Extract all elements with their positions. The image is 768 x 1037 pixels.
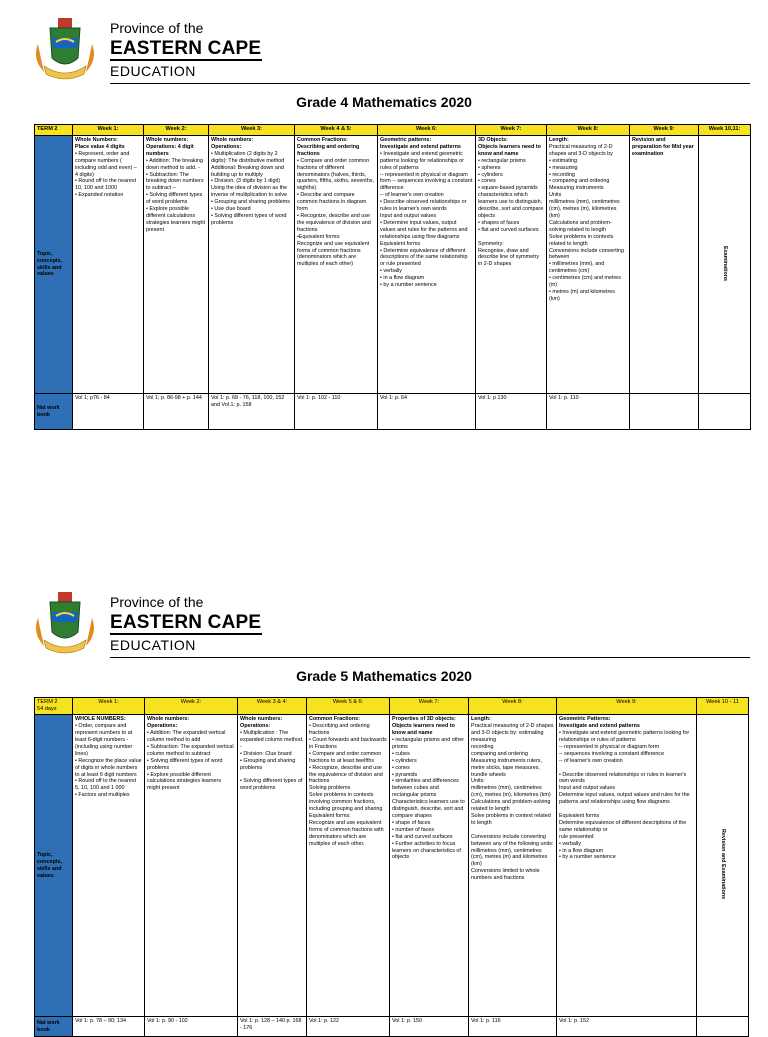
- cell-line: Solve problems in contexts related to length: [549, 233, 614, 247]
- cell-line: Investigate and extend patterns: [380, 143, 461, 150]
- cell-line: • Describe observed relationships or rules in learner's own words: [559, 771, 687, 785]
- cell-line: Geometric patterns:: [380, 137, 432, 143]
- header-cell: Week 1:: [73, 125, 144, 136]
- cell-line: • Solving different types of word problems: [240, 778, 303, 792]
- header-cell: Week 8:: [469, 698, 557, 715]
- cell: [476, 136, 547, 394]
- cell-line: • millimetres (mm), and centimetres (cm): [549, 261, 605, 275]
- cell-line: • Division: Clue board: [240, 750, 292, 757]
- cell-line: Conversions include converting between: [549, 247, 624, 261]
- cell-line: • number of faces: [392, 826, 435, 833]
- coat-of-arms-icon: [30, 14, 100, 84]
- cell-line: • cones: [478, 178, 496, 185]
- cell: [307, 715, 390, 1017]
- term-days: 54 days: [37, 706, 57, 713]
- book-cell: [699, 394, 751, 430]
- cell-line: Input and output values: [559, 785, 616, 792]
- cell-line: • cylinders: [392, 757, 417, 764]
- cell-line: • Solving different types of word problems: [147, 757, 223, 771]
- cell-line: Measuring instruments: [549, 185, 604, 192]
- cell-line: Whole numbers:: [211, 137, 254, 143]
- cell: [547, 136, 630, 394]
- cell-line: • cones: [392, 764, 410, 771]
- cell-line: [240, 772, 304, 779]
- cell: [144, 136, 209, 394]
- cell-line: • Round off to the nearest 10, 100 and 1000: [75, 178, 137, 192]
- header-cell: Week 5 & 6:: [307, 698, 390, 715]
- book-cell: Vol 1: p 130: [476, 394, 547, 430]
- cell-line: Objects learners need to know and name: [478, 143, 541, 157]
- cell-line: • verbally: [559, 840, 581, 847]
- header-cell: Week 2:: [144, 125, 209, 136]
- cell-line: Recognise, draw and describe line of symmetry in 2-D shapes: [478, 247, 540, 268]
- header-cell: Week 1:: [73, 698, 145, 715]
- book-cell: Vol 1: p. 128 – 140 p. 168 - 176: [238, 1017, 307, 1037]
- cell-line: • Subtraction: The expanded vertical column method to subtract: [147, 743, 234, 757]
- cell-line: • Grouping and sharing problems: [211, 199, 290, 206]
- cell-line: • metres (m) and kilometres (km): [549, 288, 615, 302]
- page-grade4: [0, 0, 768, 500]
- cell-line: • by a number sentence: [380, 282, 437, 289]
- cell-line: Determine equivalence of different descriptions of the same relationship or: [559, 819, 687, 833]
- province-name: EASTERN CAPE: [110, 612, 262, 633]
- cell-line: Whole numbers:: [147, 716, 190, 723]
- cell-line: Operations: 4 digit numbers: [146, 143, 194, 157]
- cell-line: Practical measuring of 2-D shapes and 3-D objects by: estimating: [471, 723, 554, 737]
- cell-line: • Expanded notation: [75, 192, 124, 199]
- cell-line: Units: [549, 192, 562, 199]
- header-cell: Week 10,11:: [699, 125, 751, 136]
- cell-line: • flat and curved surfaces: [478, 226, 539, 233]
- cell: [73, 136, 144, 394]
- header-cell: Week 3 & 4:: [238, 698, 307, 715]
- cell-line: millimetres (mm), centimetres (cm), metres (m), kilometres (km): [471, 785, 551, 799]
- cell-line: • Determine input values, output values and rules for the patterns and relationships using flow diagrams: [380, 219, 468, 240]
- cell: [557, 715, 697, 1017]
- term-label: TERM 2: [37, 699, 58, 705]
- cell: [390, 715, 469, 1017]
- grade4-table: [34, 124, 751, 430]
- header-cell: Week 4 & 5:: [295, 125, 378, 136]
- cell-line: • Explore possible different calculations strategies learners might present: [146, 206, 206, 233]
- header-cell: Week 2:: [145, 698, 238, 715]
- cell-line: Determine input values, output values and rules for the patterns and relationships using flow diagrams: [559, 792, 690, 806]
- cell-line: -- represented in physical or diagram form: [559, 743, 660, 750]
- cell-line: • Multiplication (2 digits by 2 digits): The distributive method Additional: Breaking down and building up to multiply: [211, 150, 285, 178]
- cell: [378, 136, 476, 394]
- row-label: Nat work book: [35, 394, 73, 430]
- cell-line: • shapes of faces: [478, 219, 520, 226]
- cell-line: • rectangular prisms: [478, 157, 526, 164]
- cell-line: • cylinders: [478, 171, 503, 178]
- header-cell: TERM 2: [35, 125, 73, 136]
- book-cell: Vol 1: p. 64: [378, 394, 476, 430]
- cell: [145, 715, 238, 1017]
- cell-line: • Grouping and sharing problems: [240, 757, 296, 771]
- cell-line: • square-based pyramids: [478, 185, 538, 192]
- cell-line: • Represent, order and compare numbers ( including odd and even) – 4 digits): [75, 150, 137, 178]
- cell-line: Whole numbers:: [240, 716, 283, 723]
- cell-line: • Describe observed relationships or rules in learner's own words: [380, 199, 467, 213]
- header-row: [35, 698, 749, 715]
- cell: [295, 136, 378, 394]
- cell-line: Measuring instruments rulers, metre sticks, tape measures, trundle wheels: [471, 757, 543, 778]
- cell-line: Operations:: [147, 723, 178, 730]
- book-cell: Vol 1; p76 - 84: [73, 394, 144, 430]
- book-cell: Vol 1: p. 90 - 102: [145, 1017, 238, 1037]
- cell-line: • rectangular prisms and other prisms: [392, 737, 464, 750]
- cell-line: • spheres: [478, 164, 501, 171]
- cell-line: Units:: [471, 778, 485, 785]
- book-cell: [630, 394, 699, 430]
- cell-line: Equivalent forms: [559, 813, 600, 819]
- cell-line: Common Fractions:: [297, 137, 348, 143]
- cell-line: • pyramids: [392, 771, 418, 778]
- cell-line: • Subtraction: The breaking down numbers to subtract –: [146, 171, 204, 192]
- header-cell: Week 7:: [390, 698, 469, 715]
- header-rule: [110, 83, 750, 84]
- cell-line: Whole numbers:: [146, 137, 189, 143]
- cell-line: • Solving different types of word problems: [211, 212, 287, 226]
- vertical-text: Examinations: [721, 245, 728, 281]
- cell-line: • flat and curved surfaces: [392, 833, 453, 840]
- letterhead: [30, 588, 750, 658]
- cell: [209, 136, 295, 394]
- cell-line: • Division: (3 digits by 1 digit) Using the idea of division as the inverse of multiplication to solve: [211, 178, 288, 199]
- cell-line: • Order, compare and represent numbers to at least 6-digit numbers - (including using number lines): [75, 723, 133, 757]
- header-cell: Week 7:: [476, 125, 547, 136]
- cell-line: • Determine equivalence of different descriptions of the same relationship or rule presented: [380, 247, 468, 268]
- cell-line: Solve problems in context related to length: [471, 813, 551, 826]
- cell-line: Revision and preparation for Mid year examination: [632, 137, 694, 157]
- cell-line: Investigate and extend patterns: [559, 723, 640, 730]
- cell-line: Recognize and use equivalent forms of common fractions with denominators which are multiples of each other.: [309, 819, 384, 847]
- cell-line: rule presented: [559, 833, 594, 840]
- row-label: Topic, concepts, skills and values: [35, 715, 73, 1017]
- cell: [73, 715, 145, 1017]
- header-cell: Week 8:: [547, 125, 630, 136]
- cell-line: • Round off to the nearest 5, 10, 100 and 1 000: [75, 778, 137, 792]
- book-cell: [697, 1017, 749, 1037]
- cell-line: • Recognize, describe and use the equivalence of division and fractions: [309, 764, 383, 785]
- cell-line: Calculations and problem-solving related to length: [471, 799, 551, 813]
- book-cell: Vol 1: p. 152: [557, 1017, 697, 1037]
- row-label: Nat work book: [35, 1017, 73, 1037]
- cell-line: characteristics which learners use to distinguish, describe, sort and compare objects: [478, 192, 544, 219]
- cell-line: • by a number sentence: [559, 854, 616, 861]
- cell: [630, 136, 699, 394]
- book-cell: Vol 1; p. 86-98 + p. 144: [144, 394, 209, 430]
- coat-of-arms-icon: [30, 588, 100, 658]
- province-label: Province of the: [110, 594, 204, 610]
- book-cell: Vol 1: p. 116: [469, 1017, 557, 1037]
- cell-line: -- of learner's own creation: [559, 757, 623, 764]
- header-cell: Week 3:: [209, 125, 295, 136]
- header-cell: [35, 698, 73, 715]
- cell-line: comparing and ordering: [471, 750, 528, 757]
- cell-line: Geometric Patterns:: [559, 716, 611, 723]
- cell-line: • Use clue board: [211, 206, 251, 213]
- header-rule: [110, 657, 750, 658]
- cell-line: • Describing and ordering fractions: [309, 723, 370, 737]
- cell-line: -- represented in physical or diagram form -- sequences involving a constant difference: [380, 171, 473, 192]
- cell-line: • Investigate and extend geometric patterns looking for relationships or rules of patterns: [559, 730, 690, 744]
- cell-line: Whole Numbers:: [75, 137, 118, 143]
- cell-line: • comparing and ordering: [549, 178, 610, 185]
- cell-line: Equivalent forms: [380, 240, 421, 247]
- book-row: [35, 394, 751, 430]
- letterhead: [30, 14, 750, 84]
- cell-line: • Further activities to focus learners on characteristics of objects: [392, 840, 461, 861]
- cell-line: • Recognize, describe and use the equivalence of division and fractions: [297, 212, 371, 233]
- cell-line: [471, 827, 554, 834]
- cell-line: Length:: [471, 716, 491, 723]
- cell-line: • centimetres (cm) and metres (m): [549, 275, 621, 289]
- cell-line: • Factors and multiples: [75, 792, 130, 799]
- cell-line: millimetres (mm), centimetres (cm), metres (m), kilometres (km): [549, 199, 620, 219]
- cell-line: Solving problems: [309, 785, 351, 792]
- topic-row: [35, 715, 749, 1017]
- cell-line: [559, 765, 694, 772]
- department-label: EDUCATION: [110, 637, 196, 653]
- cell-line: Objects learners need to know and name: [392, 723, 455, 737]
- cell-line: • measuring: [549, 164, 578, 171]
- book-cell: Vol 1: p. 150: [390, 1017, 469, 1037]
- cell-line: -- sequences involving a constant difference: [559, 750, 665, 757]
- province-name: EASTERN CAPE: [110, 38, 262, 59]
- department-label: EDUCATION: [110, 63, 196, 79]
- book-row: [35, 1017, 749, 1037]
- underline: [110, 633, 262, 635]
- cell-line: Place value 4 digits: [75, 143, 125, 150]
- cell-vertical: [699, 136, 751, 394]
- header-row: [35, 125, 751, 136]
- cell-line: • Compare and order common fractions of different denominators (halves, thirds, quarters, fifths, sixths, sevenths, eighths): [297, 157, 374, 192]
- cell-line: • estimating: [549, 157, 577, 164]
- cell-line: Length:: [549, 137, 569, 143]
- cell-line: • shape of faces: [392, 819, 431, 826]
- cell-line: Common Fractions:: [309, 716, 360, 723]
- cell-line: • Solving different types of word problems: [146, 192, 203, 206]
- page-title: Grade 5 Mathematics 2020: [296, 668, 472, 684]
- cell-line: • in a flow diagram: [380, 275, 425, 282]
- underline: [110, 59, 262, 61]
- book-cell: Vol 1: p. 68 - 76, 118, 100, 152 and Vol 1: p. 158: [209, 394, 295, 430]
- header-cell: Week 9:: [557, 698, 697, 715]
- cell-line: • in a flow diagram: [559, 847, 604, 854]
- cell-line: • recording: [549, 171, 575, 178]
- cell-line: -- of learner's own creation: [380, 192, 444, 199]
- cell-line: 3D Objects:: [478, 137, 508, 143]
- cell-line: • Multiplication : The expanded column method. -: [240, 730, 304, 750]
- cell-line: • Investigate and extend geometric patterns looking for relationships or rules of patterns: [380, 150, 464, 171]
- cell-line: • cubes: [392, 750, 410, 757]
- cell-line: • verbally: [380, 268, 402, 275]
- cell-line: Operations:: [211, 143, 242, 150]
- cell: [238, 715, 307, 1017]
- cell-line: Characteristics learners use to distinguish, describe, sort and compare shapes: [392, 799, 465, 819]
- book-cell: Vol 1: p. 102 - 110: [295, 394, 378, 430]
- topic-row: [35, 136, 751, 394]
- cell-line: • Addition: The breaking down method to add. -: [146, 157, 203, 171]
- book-cell: Vol 1: p. 122: [307, 1017, 390, 1037]
- cell-line: [559, 806, 694, 813]
- cell-line: • Addition: The expanded vertical column method to add: [147, 730, 226, 744]
- header-cell: Week 10 - 11: [697, 698, 749, 715]
- header-cell: Week 9:: [630, 125, 699, 136]
- cell-line: Describing and ordering fractions: [297, 143, 360, 157]
- cell-line: WHOLE NUMBERS:: [75, 716, 126, 723]
- cell-line: • Compare and order common fractions to at least twelfths: [309, 750, 382, 764]
- cell-line: • similarities and differences between cubes and rectangular prisms: [392, 778, 459, 799]
- header-cell: Week 6:: [378, 125, 476, 136]
- vertical-text: Revision and Examinations: [719, 829, 726, 900]
- cell-line: Input and output values: [380, 212, 437, 219]
- grade5-table: [34, 697, 749, 1037]
- cell-line: [478, 234, 544, 241]
- book-cell: Vol 1: p. 78 – 90; 134: [73, 1017, 145, 1037]
- cell-line: Solve problems in contexts involving common fractions, including grouping and sharing: [309, 792, 383, 813]
- cell-line: • Explore possible different calculations strategies learners might present: [147, 771, 222, 792]
- row-label: Topic, concepts, skills and values: [35, 136, 73, 394]
- cell-line: recording: [471, 743, 494, 750]
- cell-line: measuring: [471, 737, 497, 744]
- page-title: Grade 4 Mathematics 2020: [296, 94, 472, 110]
- cell-line: Recognize and use equivalent forms of common fractions (denominators which are multiples of each other): [297, 240, 370, 268]
- cell-line: Symmetry:: [478, 240, 504, 247]
- cell-line: Operations:: [240, 723, 271, 730]
- cell-line: Equivalent forms:: [309, 813, 351, 819]
- cell-line: Conversions include converting between any of the following units: millimetres (mm), centimetres (cm), metres (m) and kilometres (km): [471, 833, 554, 868]
- province-label: Province of the: [110, 20, 204, 36]
- cell-line: • Describe and compare common fractions in diagram form: [297, 192, 367, 213]
- cell-line: • Recognize the place value of digits in whole numbers to at least 6 digit numbers: [75, 757, 142, 778]
- cell-vertical: [697, 715, 749, 1017]
- cell-line: Practical measuring of 2-D shapes and 3-D objects by: [549, 143, 613, 157]
- cell-line: • Count forwards and backwards in Fractions: [309, 737, 387, 750]
- cell-line: Properties of 3D objects:: [392, 716, 456, 723]
- cell-line: Calculations and problem-solving related to length: [549, 219, 612, 233]
- cell-line: Conversions limited to whole numbers and fractions: [471, 868, 540, 882]
- book-cell: Vol 1: p. 110: [547, 394, 630, 430]
- cell-line: •Equivalent forms:: [297, 233, 341, 240]
- cell: [469, 715, 557, 1017]
